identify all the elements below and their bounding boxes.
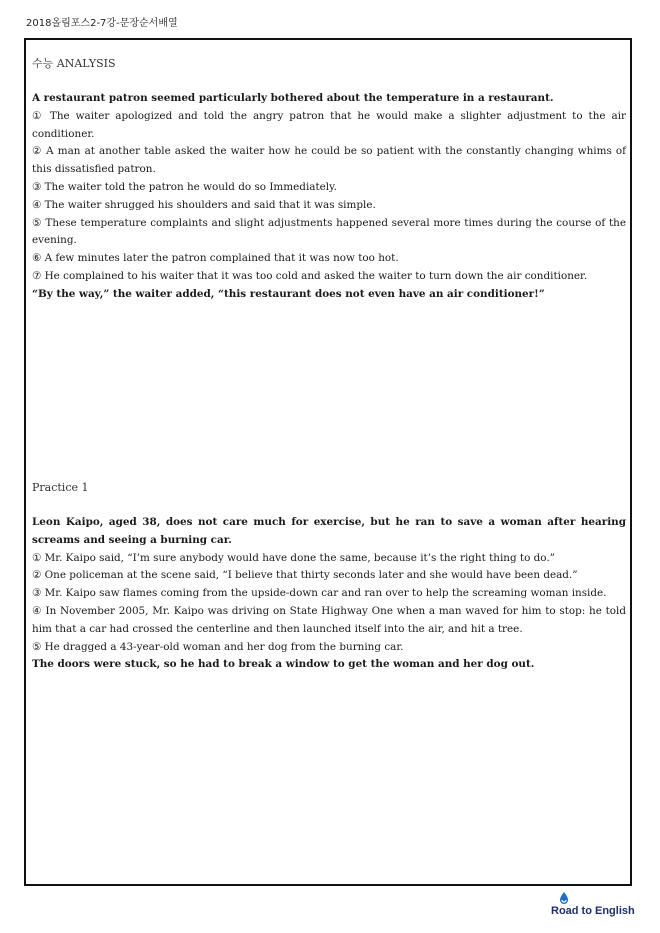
list-item: ④ The waiter shrugged his shoulders and said that it was simple. [32, 198, 376, 211]
section-conclusion: The doors were stuck, so he had to break a window to get the woman and her dog out. [32, 658, 535, 671]
page-header-title: 2018올림포스2-7강-문장순서배열 [26, 18, 178, 29]
section-conclusion: “By the way,” the waiter added, “this restaurant does not even have an air conditioner!” [32, 287, 545, 300]
list-item: ⑤ These temperature complaints and slight adjustments happened several more times during the course of the evening. [32, 216, 626, 247]
list-item: ⑤ He dragged a 43-year-old woman and her dog from the burning car. [32, 640, 404, 653]
list-item: ③ The waiter told the patron he would do so Immediately. [32, 180, 337, 193]
list-item: ③ Mr. Kaipo saw flames coming from the upside-down car and ran over to help the screaming woman inside. [32, 587, 607, 600]
section-title: Practice 1 [32, 481, 89, 494]
list-item: ① The waiter apologized and told the angry patron that he would make a slighter adjustment to the air conditioner. [32, 109, 626, 140]
section-intro: Leon Kaipo, aged 38, does not care much for exercise, but he ran to save a woman after hearing screams and seeing a burning car. [32, 516, 626, 546]
road-to-english-logo [551, 891, 641, 921]
section-title: 수능 ANALYSIS [32, 57, 116, 70]
list-item: ① Mr. Kaipo said, “I’m sure anybody would have done the same, because it’s the right thing to do.” [32, 551, 555, 564]
section-intro: A restaurant patron seemed particularly bothered about the temperature in a restaurant. [32, 92, 554, 104]
section-practice-1 [32, 481, 626, 674]
list-item: ② A man at another table asked the waiter how he could be so patient with the constantly changing whims of this dissatisfied patron. [32, 145, 626, 176]
list-item: ② One policeman at the scene said, “I believe that thirty seconds later and she would have been dead.” [32, 569, 578, 582]
list-item: ⑥ A few minutes later the patron complained that it was now too hot. [32, 252, 399, 265]
logo-text: Road to English [551, 905, 635, 917]
list-item: ④ In November 2005, Mr. Kaipo was driving on State Highway One when a man waved for him to stop: he told him that a car had crossed the centerline and then launched itself into the air, and hit a tree. [32, 604, 626, 635]
section-suneung-analysis [32, 57, 626, 304]
road-to-english-logo-icon [557, 891, 571, 905]
content-frame [24, 38, 632, 886]
list-item: ⑦ He complained to his waiter that it was too cold and asked the waiter to turn down the air conditioner. [32, 269, 588, 282]
